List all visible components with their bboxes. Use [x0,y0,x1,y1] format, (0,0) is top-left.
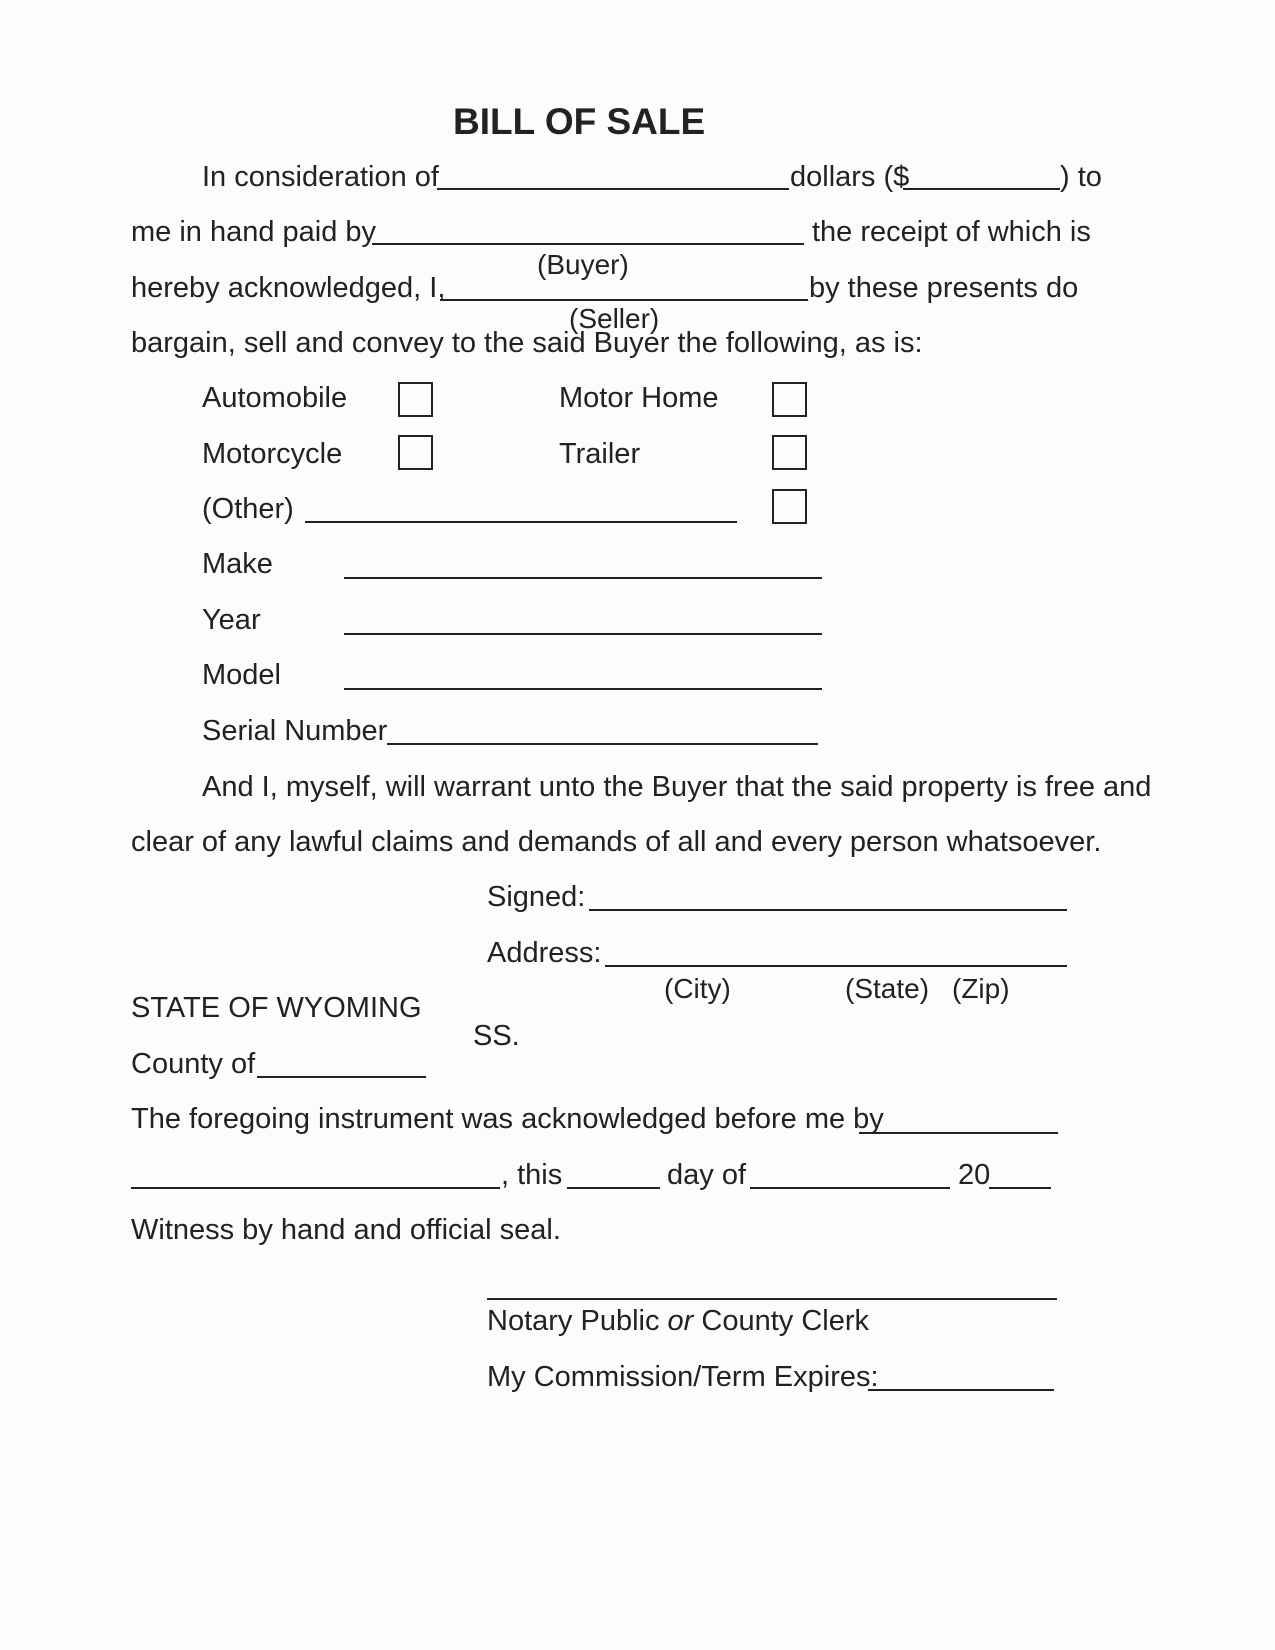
day-of-label: day of [667,1159,746,1191]
seller-name-field[interactable] [440,299,808,301]
motorcycle-checkbox[interactable] [398,435,433,470]
notary-title [487,1304,869,1338]
address-label: Address: [487,937,602,969]
year-prefix-label: 20 [958,1159,991,1191]
serial-number-field[interactable] [387,743,818,745]
other-vehicle-field[interactable] [305,521,737,523]
ss-label: SS. [473,1020,520,1052]
consideration-label: In consideration of [202,161,439,193]
other-checkbox[interactable] [772,489,807,524]
witness-line: Witness by hand and official seal. [131,1214,561,1246]
state-heading: STATE OF WYOMING [131,992,422,1024]
automobile-checkbox[interactable] [398,382,433,417]
document-title: BILL OF SALE [453,101,706,142]
warranty-line-2: clear of any lawful claims and demands of all and every person whatsoever. [131,826,1102,858]
presents-label: by these presents do [809,272,1079,304]
county-clerk-label: County Clerk [701,1305,870,1337]
to-label: ) to [1060,161,1102,193]
commission-expires-label: My Commission/Term Expires: [487,1361,879,1393]
address-field[interactable] [605,965,1067,967]
state-caption: (State) [845,973,930,1004]
notary-public-label: Notary Public [487,1305,660,1337]
dollars-label: dollars ($ [790,161,910,193]
other-label: (Other) [202,493,294,525]
make-field[interactable] [344,577,822,579]
acknowledged-by-field-1[interactable] [859,1132,1058,1134]
model-label: Model [202,659,281,691]
signed-label: Signed: [487,881,586,913]
zip-caption: (Zip) [952,973,1010,1004]
consideration-amount-words-field[interactable] [437,188,789,190]
paid-by-label: me in hand paid by [131,216,377,248]
month-field[interactable] [750,1187,950,1189]
trailer-checkbox[interactable] [772,435,807,470]
county-label: County of [131,1048,256,1080]
notary-signature-field[interactable] [487,1298,1057,1300]
county-field[interactable] [257,1076,426,1078]
seller-caption: (Seller) [569,303,660,334]
serial-number-label: Serial Number [202,715,388,747]
acknowledged-label: hereby acknowledged, I, [131,272,446,304]
receipt-label: the receipt of which is [812,216,1091,248]
commission-expires-field[interactable] [868,1389,1054,1391]
buyer-caption: (Buyer) [537,249,629,280]
buyer-name-field[interactable] [372,243,804,245]
motor-home-checkbox[interactable] [772,382,807,417]
motor-home-label: Motor Home [559,382,719,414]
trailer-label: Trailer [559,438,641,470]
signature-field[interactable] [589,909,1067,911]
warranty-line-1: And I, myself, will warrant unto the Buyer that the said property is free and [202,771,1152,803]
consideration-amount-numeric-field[interactable] [903,188,1060,190]
year-label: Year [202,604,261,636]
acknowledged-by-field-2[interactable] [131,1187,500,1189]
make-label: Make [202,548,273,580]
day-field[interactable] [567,1187,660,1189]
automobile-label: Automobile [202,382,348,414]
year-suffix-field[interactable] [989,1187,1051,1189]
model-field[interactable] [344,688,822,690]
city-caption: (City) [664,973,731,1004]
or-label: or [667,1305,694,1337]
acknowledged-before-line: The foregoing instrument was acknowledged before me by [131,1103,884,1135]
convey-line: bargain, sell and convey to the said Buyer the following, as is: [131,327,923,359]
this-label: , this [501,1159,563,1191]
year-field[interactable] [344,633,822,635]
motorcycle-label: Motorcycle [202,438,343,470]
